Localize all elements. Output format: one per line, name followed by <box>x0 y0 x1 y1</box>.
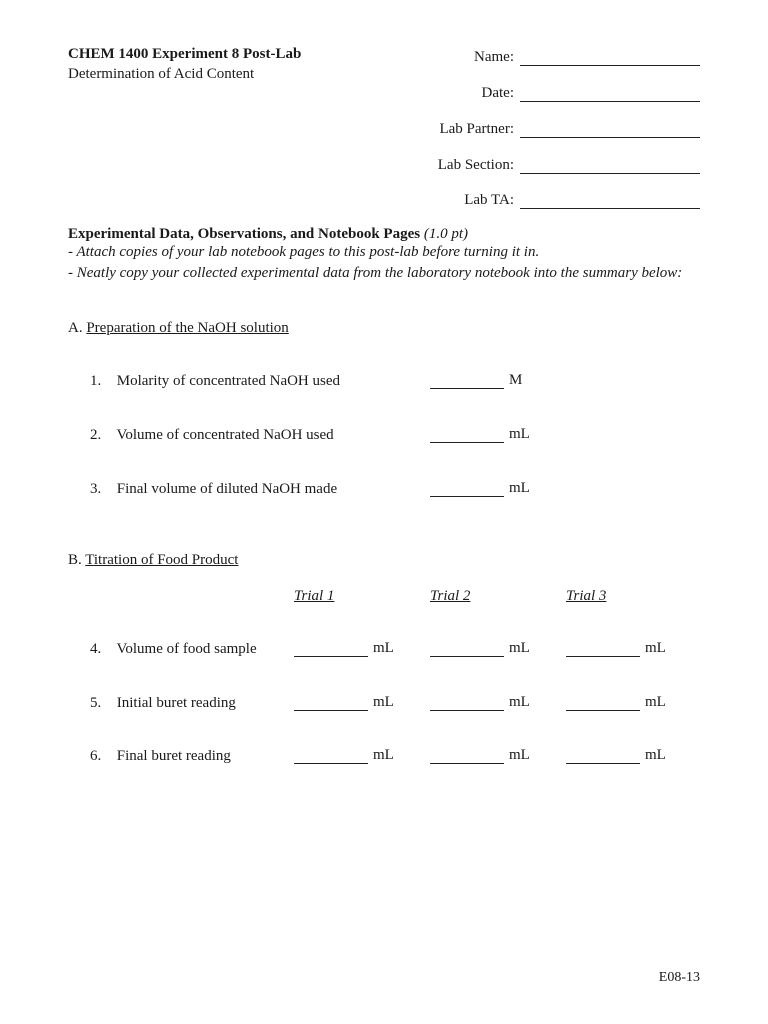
question-3 <box>90 481 337 498</box>
question-1 <box>90 373 340 390</box>
date-input-line[interactable] <box>520 87 700 102</box>
q5-trial-1[interactable] <box>294 694 394 711</box>
answer-unit: mL <box>645 747 666 763</box>
section-a-letter: A. <box>68 320 83 336</box>
answer-blank[interactable] <box>430 482 504 497</box>
section-a-heading <box>68 320 289 337</box>
answer-unit: mL <box>645 640 666 656</box>
lab-partner-input-line[interactable] <box>520 123 700 138</box>
trial-3-header: Trial 3 <box>566 588 607 604</box>
question-number: 6. <box>90 748 102 764</box>
answer-blank[interactable] <box>430 696 504 711</box>
question-label: Volume of food sample <box>116 641 257 657</box>
name-field[interactable] <box>474 44 700 66</box>
answer-blank[interactable] <box>430 642 504 657</box>
answer-blank[interactable] <box>294 642 368 657</box>
name-label: Name: <box>474 49 514 65</box>
question-6 <box>90 748 231 765</box>
section-b-letter: B. <box>68 552 82 568</box>
question-5 <box>90 695 236 712</box>
lab-ta-label: Lab TA: <box>464 192 514 208</box>
q5-trial-3[interactable] <box>566 694 666 711</box>
answer-3[interactable] <box>430 480 530 497</box>
answer-unit: mL <box>509 694 530 710</box>
q4-trial-2[interactable] <box>430 640 530 657</box>
question-4 <box>90 641 257 658</box>
date-label: Date: <box>481 85 514 101</box>
answer-blank[interactable] <box>566 696 640 711</box>
data-section-heading <box>68 226 468 243</box>
answer-unit: mL <box>509 480 530 496</box>
answer-unit: mL <box>509 747 530 763</box>
instruction-note-1: - Attach copies of your lab notebook pages to this post-lab before turning it in. <box>68 244 540 260</box>
answer-unit: mL <box>645 694 666 710</box>
answer-blank[interactable] <box>566 749 640 764</box>
question-number: 1. <box>90 373 102 389</box>
date-field[interactable] <box>482 80 700 102</box>
lab-ta-input-line[interactable] <box>520 194 700 209</box>
answer-blank[interactable] <box>430 749 504 764</box>
trial-2-header: Trial 2 <box>430 588 471 604</box>
instruction-note-2: - Neatly copy your collected experimental data from the laboratory notebook into the summary below: <box>68 265 683 281</box>
page-subtitle: Determination of Acid Content <box>68 66 255 82</box>
section-b-title: Titration of Food Product <box>85 552 239 568</box>
question-label: Final volume of diluted NaOH made <box>116 481 338 497</box>
question-label: Final buret reading <box>116 748 231 764</box>
trial-1-header: Trial 1 <box>294 588 335 604</box>
answer-blank[interactable] <box>430 374 504 389</box>
answer-blank[interactable] <box>294 749 368 764</box>
q4-trial-1[interactable] <box>294 640 394 657</box>
answer-unit: M <box>509 372 523 388</box>
answer-1[interactable] <box>430 372 522 389</box>
answer-2[interactable] <box>430 426 530 443</box>
lab-section-label: Lab Section: <box>437 157 514 173</box>
question-number: 5. <box>90 695 102 711</box>
page-title: CHEM 1400 Experiment 8 Post-Lab <box>68 46 302 62</box>
lab-ta-field[interactable] <box>464 187 700 209</box>
question-label: Volume of concentrated NaOH used <box>116 427 334 443</box>
q6-trial-2[interactable] <box>430 747 530 764</box>
question-number: 4. <box>90 641 102 657</box>
answer-unit: mL <box>373 694 394 710</box>
lab-partner-field[interactable] <box>439 116 700 138</box>
question-number: 3. <box>90 481 102 497</box>
q4-trial-3[interactable] <box>566 640 666 657</box>
answer-blank[interactable] <box>566 642 640 657</box>
question-number: 2. <box>90 427 102 443</box>
lab-section-field[interactable] <box>438 152 700 174</box>
q5-trial-2[interactable] <box>430 694 530 711</box>
lab-partner-label: Lab Partner: <box>439 121 514 137</box>
section-a-title: Preparation of the NaOH solution <box>86 320 289 336</box>
answer-blank[interactable] <box>294 696 368 711</box>
data-section-title: Experimental Data, Observations, and Notebook Pages <box>68 226 421 242</box>
lab-section-input-line[interactable] <box>520 159 700 174</box>
answer-unit: mL <box>373 747 394 763</box>
q6-trial-3[interactable] <box>566 747 666 764</box>
question-label: Molarity of concentrated NaOH used <box>116 373 341 389</box>
answer-unit: mL <box>373 640 394 656</box>
answer-unit: mL <box>509 426 530 442</box>
q6-trial-1[interactable] <box>294 747 394 764</box>
question-label: Initial buret reading <box>116 695 236 711</box>
section-b-heading <box>68 552 238 569</box>
page-number: E08-13 <box>658 970 700 985</box>
question-2 <box>90 427 334 444</box>
answer-blank[interactable] <box>430 428 504 443</box>
name-input-line[interactable] <box>520 51 700 66</box>
data-section-points: (1.0 pt) <box>423 226 469 242</box>
answer-unit: mL <box>509 640 530 656</box>
